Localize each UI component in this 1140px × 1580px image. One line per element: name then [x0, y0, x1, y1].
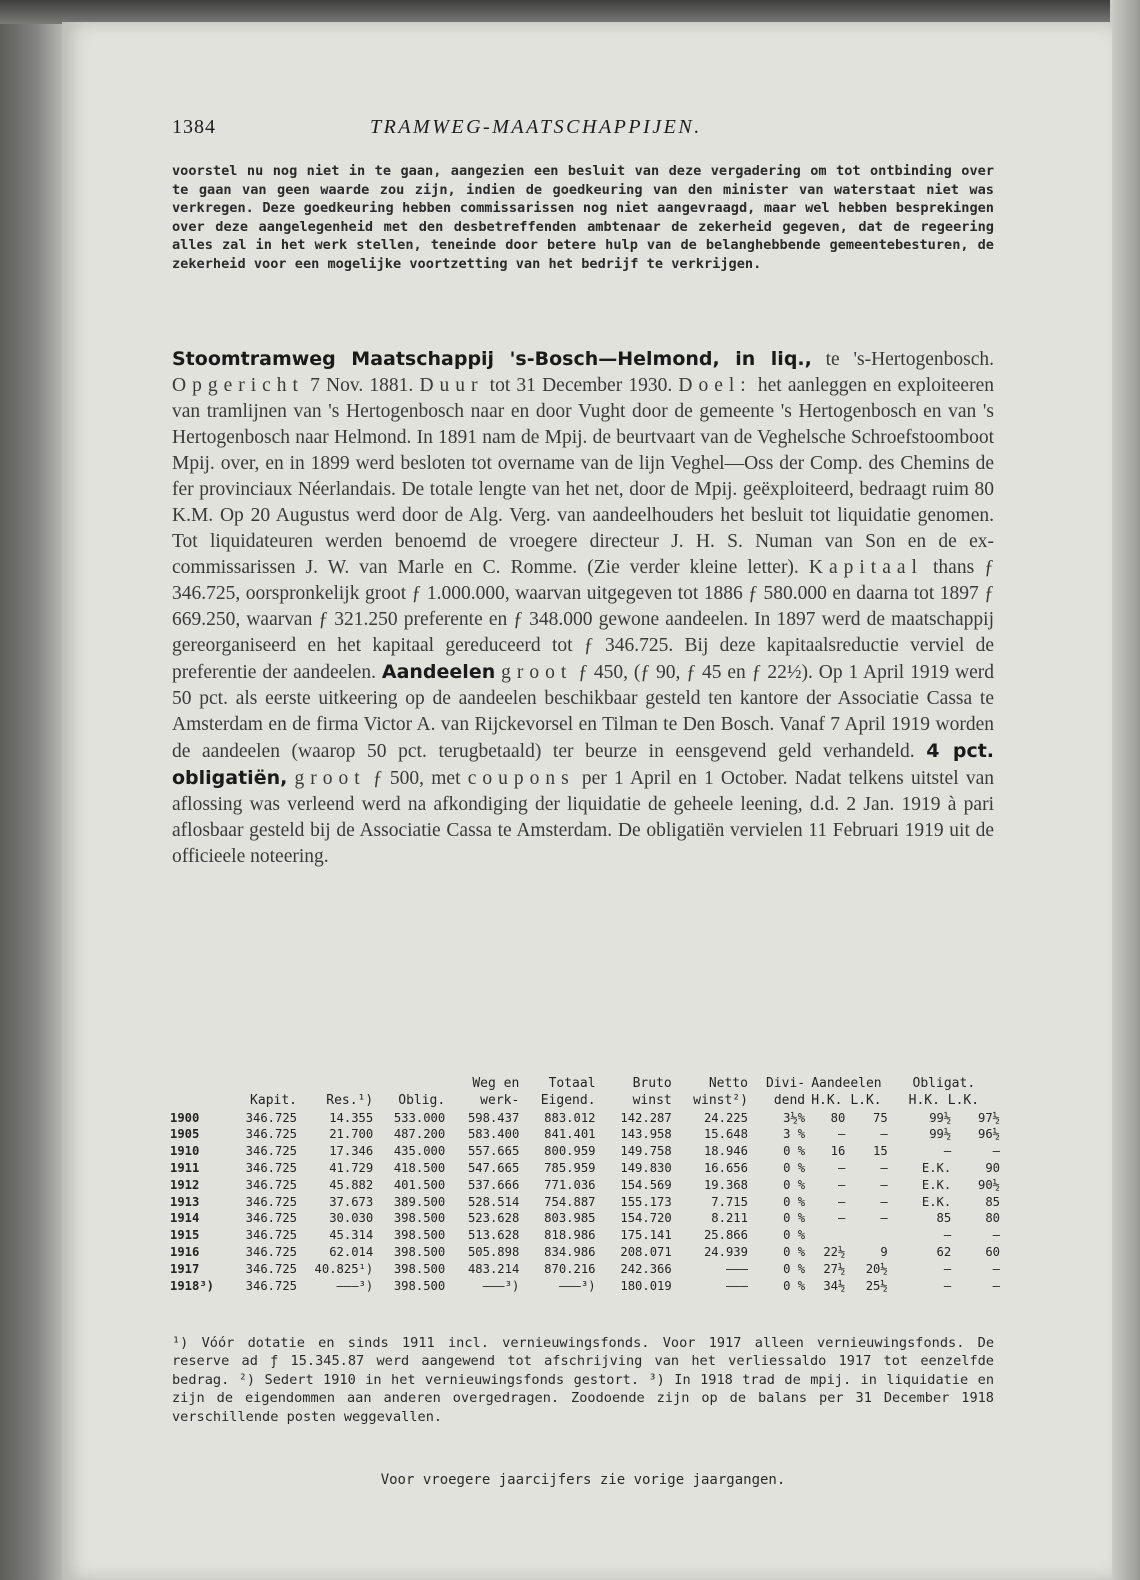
table-cell: 97½	[977, 1110, 1000, 1125]
table-cell: 80	[830, 1110, 846, 1125]
table-cell: 0 %	[783, 1228, 806, 1243]
table-cell: 45.314	[329, 1228, 374, 1243]
table-cell: 60	[985, 1244, 1000, 1259]
table-cell: 398.500	[393, 1278, 446, 1293]
table-row	[170, 1110, 1000, 1127]
table-cell: 505.898	[467, 1244, 520, 1259]
table-cell: 15.648	[703, 1127, 748, 1142]
table-cell: 537.666	[467, 1177, 520, 1192]
header-cell: H.K. L.K.	[908, 1092, 980, 1108]
opgericht-label: Opgericht	[172, 375, 304, 396]
right-page-edge	[1110, 0, 1140, 1580]
table-cell: E.K.	[921, 1194, 952, 1209]
table-header-row-top	[170, 1076, 1000, 1093]
table-cell: —	[992, 1261, 1000, 1276]
table-cell: 85	[936, 1211, 952, 1226]
table-cell: 598.437	[467, 1110, 520, 1125]
table-row	[170, 1143, 1000, 1160]
table-cell: 533.000	[393, 1110, 446, 1125]
table-cell: 40.825¹)	[314, 1261, 374, 1276]
table-cell: 27½	[823, 1261, 846, 1276]
table-cell: 142.287	[620, 1110, 672, 1125]
table-cell: 346.725	[245, 1194, 298, 1209]
table-cell: 800.959	[544, 1144, 596, 1159]
table-cell: 803.985	[544, 1211, 596, 1226]
table-cell: 180.019	[620, 1278, 672, 1293]
header-cell: winst²)	[693, 1092, 748, 1108]
table-cell: 583.400	[467, 1127, 520, 1142]
year-cell: 1914	[170, 1211, 200, 1226]
table-cell: 346.725	[245, 1160, 298, 1175]
table-cell: ———³)	[558, 1278, 596, 1293]
table-cell: 3½%	[783, 1110, 806, 1125]
table-row	[170, 1126, 1000, 1143]
table-cell: 75	[873, 1110, 888, 1125]
table-cell: 0 %	[783, 1244, 806, 1259]
table-cell: 754.887	[544, 1194, 596, 1209]
table-cell: 14.355	[329, 1110, 374, 1125]
table-cell: 883.012	[544, 1110, 596, 1125]
table-cell: 18.946	[703, 1144, 748, 1159]
company-article	[172, 346, 994, 870]
doel-label: Doel:	[678, 375, 752, 396]
table-cell: E.K.	[921, 1177, 952, 1192]
table-cell: 346.725	[245, 1177, 298, 1192]
table-cell: 34½	[823, 1278, 846, 1293]
table-cell: 9	[880, 1244, 888, 1259]
table-cell: —	[880, 1177, 888, 1192]
header-cell: dend	[773, 1092, 806, 1108]
table-cell: 398.500	[393, 1244, 446, 1259]
header-cell: Oblig.	[398, 1092, 446, 1108]
year-cell: 1910	[170, 1144, 200, 1159]
header-cell: Divi-	[765, 1076, 806, 1091]
year-cell: 1917	[170, 1261, 200, 1276]
table-cell: 346.725	[245, 1278, 298, 1293]
table-cell: 30.030	[329, 1211, 374, 1226]
page-header	[172, 116, 1092, 142]
header-cell: H.K. L.K.	[811, 1092, 882, 1108]
table-cell: 37.673	[329, 1194, 374, 1209]
table-cell: 24.939	[703, 1244, 748, 1259]
table-cell: 85	[985, 1194, 1000, 1209]
table-cell: 15	[873, 1144, 888, 1159]
table-cell: 771.036	[544, 1177, 596, 1192]
table-row	[170, 1278, 1000, 1295]
table-cell: 90	[985, 1160, 1000, 1175]
table-cell: 8.211	[711, 1211, 748, 1226]
article-text-5: thans ƒ 346.725, oorspronkelijk groot ƒ 1.000.000, waarvan uitgegeven tot 1886 ƒ 580.000 en daarna tot 1897 ƒ 669.250, waarvan ƒ 321.250 preferente en ƒ 348.000 gewone aandeelen. In 1897 werd de maatschappij gereorganiseerd en het kapitaal gereduceerd tot ƒ 346.725. Bij deze kapitaalsreductie verviel de preferentie der aandeelen.	[172, 557, 994, 683]
table-cell: 175.141	[620, 1228, 672, 1243]
header-cell: winst	[632, 1092, 672, 1108]
table-cell: —	[838, 1160, 846, 1175]
table-cell: —	[880, 1127, 888, 1142]
table-cell: 155.173	[620, 1194, 672, 1209]
top-page-edge	[0, 0, 1140, 24]
table-cell: —	[838, 1211, 846, 1226]
table-row	[170, 1160, 1000, 1177]
coupons-label: coupons	[467, 768, 575, 789]
year-cell: 1913	[170, 1194, 200, 1209]
table-cell: 41.729	[329, 1160, 374, 1175]
table-cell: 20½	[865, 1261, 888, 1276]
table-cell: ———³)	[336, 1278, 374, 1293]
article-text-4: het aanleggen en exploiteeren van tramlijnen van 's Hertogenbosch naar en door Vught door de gemeente 's Hertogenbosch en van 's Hertogenbosch naar Helmond. In 1891 nam de Mpij. de beurtvaart van de Veghelsche Schroefstoomboot Mpij. over, en in 1899 werd besloten tot overname van de lijn Veghel—Oss der Comp. des Chemins de fer provinciaux Néerlandais. De totale lengte van het net, door de Mpij. geëxploiteerd, bedraagt ruim 80 K.M. Op 20 Augustus werd door de Alg. Verg. van aandeelhouders het besluit tot liquidatie genomen. Tot liquidateuren werden benoemd de vroegere directeur J. H. S. Numan van Son en de ex-commissarissen J. W. van Marle en C. Romme. (Zie verder kleine letter).	[172, 375, 994, 578]
table-cell: 17.346	[329, 1144, 374, 1159]
article-text-8: per 1 April en 1 October. Nadat telkens uitstel van aflossing was verleend werd na afkondiging der liquidatie de geheele leening, d.d. 2 Jan. 1919 à pari aflosbaar gesteld bij de Associatie Cassa te Amsterdam. De obligatiën vervielen 11 Februari 1919 uit de officieele noteering.	[172, 768, 995, 867]
table-cell: 25½	[865, 1278, 888, 1293]
header-cell	[231, 1076, 297, 1093]
table-cell: 154.720	[620, 1211, 672, 1226]
table-cell: 0 %	[783, 1194, 806, 1209]
table-cell: E.K.	[921, 1160, 952, 1175]
table-cell: 557.665	[467, 1144, 520, 1159]
article-text-1: te 's-Hertogenbosch.	[811, 349, 994, 370]
table-cell: 401.500	[393, 1177, 446, 1192]
table-row	[170, 1177, 1000, 1194]
table-cell: —	[838, 1194, 846, 1209]
table-cell: 785.959	[544, 1160, 596, 1175]
duur-label: Duur	[419, 375, 484, 396]
table-cell: 99½	[929, 1110, 952, 1125]
table-cell: 346.725	[245, 1228, 298, 1243]
table-cell: 346.725	[245, 1110, 298, 1125]
groot-label-2: groot	[294, 768, 366, 789]
table-cell: 346.725	[245, 1127, 298, 1142]
table-cell	[805, 1227, 845, 1244]
article-text-6: ƒ 450, (ƒ 90, ƒ 45 en ƒ 22½). Op 1 April 1919 werd 50 pct. als eerste uitkeering op de aandeelen beschikbaar gesteld ten kantore der Associatie Cassa te Amsterdam en de firma Victor A. van Rijckevorsel en Tilman te Den Bosch. Vanaf 7 April 1919 worden de aandeelen (waarop 50 pct. terugbetaald) ter beurze in eensgevend geld verhandeld.	[172, 662, 995, 762]
table-cell: 90½	[977, 1177, 1000, 1192]
table-cell: 208.071	[620, 1244, 672, 1259]
closing-note: Voor vroegere jaarcijfers zie vorige jaargangen.	[380, 1472, 786, 1488]
table-cell: 483.214	[467, 1261, 520, 1276]
table-cell: 99½	[929, 1127, 952, 1142]
header-cell	[170, 1076, 231, 1093]
table-cell: 0 %	[783, 1261, 806, 1276]
table-cell: 841.401	[544, 1127, 596, 1142]
table-cell: 870.216	[544, 1261, 596, 1276]
table-cell: —	[838, 1127, 846, 1142]
table-cell: 16	[830, 1144, 846, 1159]
header-cell: Bruto	[632, 1076, 672, 1091]
table-cell: 45.882	[329, 1177, 374, 1192]
table-cell: 0 %	[783, 1144, 806, 1159]
table-cell: 25.866	[703, 1228, 748, 1243]
table-cell: 16.656	[703, 1160, 748, 1175]
table-row	[170, 1227, 1000, 1244]
table-cell: —	[943, 1228, 952, 1243]
obligatien-heading: 4 pct. obligatiën,	[172, 740, 995, 789]
year-cell: 1911	[170, 1160, 200, 1175]
table-cell: —	[992, 1278, 1000, 1293]
table-cell: 3 %	[783, 1127, 806, 1142]
table-cell: 80	[985, 1211, 1000, 1226]
table-cell: 149.830	[620, 1160, 672, 1175]
table-cell: ———	[725, 1261, 748, 1276]
table-row	[170, 1244, 1000, 1261]
article-text-7: ƒ 500, met	[365, 768, 468, 789]
table-cell: 242.366	[620, 1261, 672, 1276]
table-cell: 0 %	[783, 1160, 806, 1175]
article-text-2: 7 Nov. 1881.	[303, 375, 420, 396]
kapitaal-label: Kapitaal	[808, 557, 923, 578]
table-cell: —	[992, 1144, 1000, 1159]
table-cell: 62.014	[329, 1244, 374, 1259]
table-cell: —	[943, 1278, 952, 1293]
table-row	[170, 1194, 1000, 1211]
table-cell: 418.500	[393, 1160, 446, 1175]
header-cell: Aandeelen	[811, 1076, 882, 1091]
table-cell: 22½	[823, 1244, 846, 1259]
table-cell: 143.958	[620, 1127, 672, 1142]
year-cell: 1918³)	[170, 1278, 215, 1293]
year-cell: 1912	[170, 1177, 200, 1192]
company-name: Stoomtramweg Maatschappij 's-Bosch—Helmond, in liq.,	[172, 348, 812, 370]
table-cell: 346.725	[245, 1144, 298, 1159]
table-cell: —	[880, 1194, 888, 1209]
header-cell: Weg en	[472, 1076, 520, 1091]
table-cell: 834.986	[544, 1244, 596, 1259]
table-cell: 154.569	[620, 1177, 672, 1192]
table-cell: 21.700	[329, 1127, 374, 1142]
header-cell: Kapit.	[250, 1092, 298, 1108]
table-cell: 0 %	[783, 1177, 806, 1192]
year-cell: 1900	[170, 1110, 200, 1125]
year-cell: 1905	[170, 1127, 200, 1142]
header-cell: Netto	[708, 1076, 748, 1091]
table-cell: ———³)	[482, 1278, 520, 1293]
table-cell	[845, 1227, 887, 1244]
table-cell: —	[880, 1211, 888, 1226]
footnotes: ¹) Vóór dotatie en sinds 1911 incl. vernieuwingsfonds. Voor 1917 alleen vernieuwingsfonds. De reserve ad ƒ 15.345.87 werd aangewend tot afschrijving van het verliessaldo 1917 tot eenzelfde bedrag. ²) Sedert 1910 in het vernieuwingsfonds gestort. ³) In 1918 trad de mpij. in liquidatie en zijn de eigendommen aan anderen overgedragen. Zoodoende zijn op de balans per 31 December 1918 verschillende posten weggevallen.	[172, 1335, 994, 1425]
table-cell: 547.665	[467, 1160, 520, 1175]
groot-label-1: groot	[501, 662, 573, 683]
table-cell: 0 %	[783, 1211, 806, 1226]
table-cell: 523.628	[467, 1211, 520, 1226]
table-cell: 0 %	[783, 1278, 806, 1293]
header-cell	[297, 1076, 373, 1093]
table-cell: ———	[725, 1278, 748, 1293]
table-row	[170, 1210, 1000, 1227]
table-cell: 24.225	[703, 1110, 748, 1125]
table-cell: 346.725	[245, 1211, 298, 1226]
header-cell: Totaal	[548, 1076, 596, 1091]
table-body	[170, 1110, 1000, 1295]
table-cell: 346.725	[245, 1244, 298, 1259]
year-cell: 1915	[170, 1228, 200, 1243]
year-cell: 1916	[170, 1244, 200, 1259]
financial-table	[170, 1076, 1000, 1294]
table-cell: 435.000	[393, 1144, 446, 1159]
header-cell: Res.¹)	[326, 1092, 374, 1108]
table-cell: 528.514	[467, 1194, 520, 1209]
article-text-3: tot 31 December 1930.	[483, 375, 679, 396]
table-cell: 62	[936, 1244, 952, 1259]
table-cell: 149.758	[620, 1144, 672, 1159]
book-spine-shadow	[0, 0, 64, 1580]
table-cell: 7.715	[711, 1194, 748, 1209]
table-cell: 346.725	[245, 1261, 298, 1276]
running-title: TRAMWEG-MAATSCHAPPIJEN.	[370, 116, 702, 138]
aandeelen-heading: Aandeelen	[381, 661, 496, 683]
header-cell: Eigend.	[540, 1092, 596, 1108]
table-cell: 513.628	[467, 1228, 520, 1243]
table-cell: —	[838, 1177, 846, 1192]
table-cell: —	[992, 1228, 1000, 1243]
table-cell: —	[943, 1261, 952, 1276]
table-cell: —	[880, 1160, 888, 1175]
table-cell: 389.500	[393, 1194, 446, 1209]
table-row	[170, 1261, 1000, 1278]
table-cell: —	[943, 1144, 952, 1159]
table-cell: 398.500	[393, 1228, 446, 1243]
header-cell	[170, 1093, 231, 1110]
table-cell: 398.500	[393, 1261, 446, 1276]
header-cell: Obligat.	[912, 1076, 976, 1091]
page-number: 1384	[172, 116, 216, 138]
header-cell	[373, 1076, 445, 1093]
table-cell: 487.200	[393, 1127, 446, 1142]
header-cell: werk-	[480, 1092, 520, 1108]
table-cell: 96½	[977, 1127, 1000, 1142]
table-cell: 398.500	[393, 1211, 446, 1226]
intro-paragraph: voorstel nu nog niet in te gaan, aangezien een besluit van deze vergadering om tot ontbinding over te gaan van geen waarde zou zijn, indien de goedkeuring van den minister van waterstaat niet was verkregen. Deze goedkeuring hebben commissarissen nog niet aangevraagd, maar wel hebben besprekingen over deze aangelegenheid met den desbetreffenden ambtenaar de zekerheid gegeven, dat de regeering alles zal in het werk stellen, teneinde door betere hulp van de belanghebbende gemeentebesturen, de zekerheid voor een mogelijke voortzetting van het bedrijf te verkrijgen.	[172, 163, 994, 272]
table-header-row-bottom	[170, 1093, 1000, 1110]
table-cell: 818.986	[544, 1228, 596, 1243]
table-cell: 19.368	[703, 1177, 748, 1192]
